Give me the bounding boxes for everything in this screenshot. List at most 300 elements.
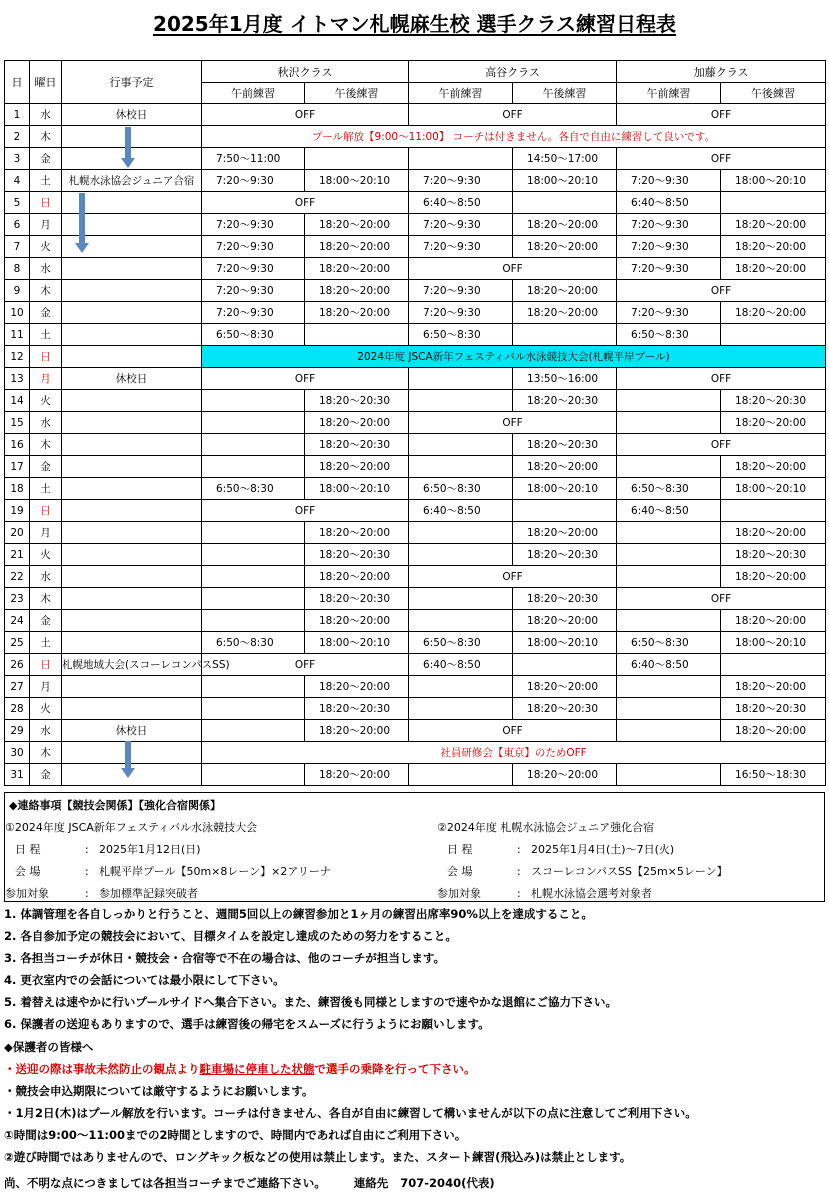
- event-cell: [62, 412, 202, 434]
- day-cell: 29: [5, 720, 30, 742]
- day-cell: 17: [5, 456, 30, 478]
- schedule-row: [5, 346, 826, 368]
- time-cell: 18:20～20:00: [513, 214, 617, 236]
- time-cell: OFF: [617, 434, 826, 456]
- schedule-row: [5, 654, 826, 676]
- time-cell: 18:20～20:00: [721, 566, 826, 588]
- schedule-row: [5, 412, 826, 434]
- time-cell: 18:00～20:10: [721, 478, 826, 500]
- weekday-cell: 水: [30, 258, 62, 280]
- time-cell: OFF: [617, 148, 826, 170]
- weekday-cell: 水: [30, 566, 62, 588]
- schedule-row: [5, 456, 826, 478]
- time-cell: 6:50～8:30: [202, 632, 305, 654]
- schedule-row: [5, 302, 826, 324]
- day-cell: 11: [5, 324, 30, 346]
- time-cell: 6:50～8:30: [202, 478, 305, 500]
- notes-box: [4, 792, 825, 902]
- time-cell: 6:50～8:30: [202, 324, 305, 346]
- time-cell: 18:20～20:30: [305, 390, 409, 412]
- event-date: 2025年1月4日(土)～7日(火): [531, 843, 675, 856]
- time-cell: 6:40～8:50: [409, 192, 513, 214]
- schedule-row: [5, 192, 826, 214]
- time-cell: [721, 654, 826, 676]
- weekday-cell: 水: [30, 104, 62, 126]
- event-venue: 札幌平岸プール【50m×8レーン】×2アリーナ: [99, 865, 331, 878]
- day-cell: 25: [5, 632, 30, 654]
- time-cell: 18:20～20:00: [721, 412, 826, 434]
- weekday-cell: 水: [30, 412, 62, 434]
- time-cell: 6:40～8:50: [617, 500, 721, 522]
- col-dow: 曜日: [30, 61, 62, 104]
- day-cell: 27: [5, 676, 30, 698]
- event-name: ①2024年度 JSCA新年フェスティバル水泳競技大会: [5, 821, 258, 834]
- time-cell: 18:20～20:30: [305, 698, 409, 720]
- event-date: 2025年1月12日(日): [99, 843, 201, 856]
- footer-contact: 尚、不明な点につきましては各担当コーチまでご連絡下さい。 連絡先 707-2040(代表): [4, 1176, 495, 1190]
- time-cell: 18:20～20:30: [513, 390, 617, 412]
- day-cell: 13: [5, 368, 30, 390]
- schedule-row: [5, 236, 826, 258]
- time-cell: 18:20～20:00: [721, 214, 826, 236]
- day-cell: 10: [5, 302, 30, 324]
- time-cell: 18:00～20:10: [513, 632, 617, 654]
- time-cell: [202, 566, 305, 588]
- guardian-item: ①時間は9:00～11:00までの2時間としますので、時間内であれば自由にご利用下さい。: [4, 1127, 467, 1142]
- time-cell: 社員研修会【東京】のためOFF: [202, 742, 826, 764]
- weekday-cell: 火: [30, 236, 62, 258]
- day-cell: 2: [5, 126, 30, 148]
- schedule-row: [5, 104, 826, 126]
- time-cell: 7:20～9:30: [409, 280, 513, 302]
- time-cell: [409, 698, 513, 720]
- event-cell: [62, 258, 202, 280]
- time-cell: 18:20～20:00: [513, 676, 617, 698]
- time-cell: OFF: [409, 258, 617, 280]
- time-cell: 7:20～9:30: [409, 214, 513, 236]
- schedule-row: [5, 170, 826, 192]
- time-cell: 18:00～20:10: [305, 478, 409, 500]
- time-cell: [617, 522, 721, 544]
- time-cell: [202, 412, 305, 434]
- weekday-cell: 土: [30, 478, 62, 500]
- weekday-cell: 土: [30, 324, 62, 346]
- time-cell: [409, 544, 513, 566]
- weekday-cell: 木: [30, 742, 62, 764]
- event-cell: [62, 632, 202, 654]
- time-cell: 6:40～8:50: [617, 192, 721, 214]
- time-cell: 18:20～20:00: [513, 456, 617, 478]
- time-cell: [202, 676, 305, 698]
- schedule-row: [5, 544, 826, 566]
- time-cell: 18:20～20:00: [305, 236, 409, 258]
- time-cell: 18:20～20:00: [305, 258, 409, 280]
- time-cell: 18:20～20:00: [305, 302, 409, 324]
- time-cell: [409, 764, 513, 786]
- time-cell: 13:50～16:00: [513, 368, 617, 390]
- schedule-row: [5, 390, 826, 412]
- class-takaya: 高谷クラス: [409, 61, 617, 83]
- time-cell: OFF: [617, 104, 826, 126]
- event-cell: 休校日: [62, 104, 202, 126]
- schedule-row: [5, 500, 826, 522]
- time-cell: [617, 456, 721, 478]
- time-cell: 18:20～20:00: [305, 522, 409, 544]
- event-cell: [62, 500, 202, 522]
- time-cell: [617, 390, 721, 412]
- time-cell: OFF: [202, 654, 409, 676]
- time-cell: 18:20～20:30: [513, 588, 617, 610]
- schedule-row: [5, 610, 826, 632]
- time-cell: OFF: [202, 500, 409, 522]
- time-cell: 18:20～20:00: [305, 676, 409, 698]
- time-cell: 18:20～20:00: [305, 610, 409, 632]
- time-cell: [409, 456, 513, 478]
- event-venue: スコーレコンパスSS【25m×5レーン】: [531, 865, 728, 878]
- day-cell: 28: [5, 698, 30, 720]
- contact-number: 707-2040(代表): [400, 1176, 495, 1190]
- time-cell: 18:20～20:30: [721, 698, 826, 720]
- time-cell: [305, 324, 409, 346]
- time-cell: 18:20～20:00: [513, 764, 617, 786]
- time-cell: 18:20～20:00: [721, 236, 826, 258]
- weekday-cell: 水: [30, 720, 62, 742]
- time-cell: 18:20～20:00: [721, 522, 826, 544]
- time-cell: 7:20～9:30: [202, 170, 305, 192]
- time-cell: 6:40～8:50: [409, 654, 513, 676]
- time-cell: [513, 192, 617, 214]
- time-cell: [409, 390, 513, 412]
- event-info-1: ①2024年度 JSCA新年フェスティバル水泳競技大会 日 程 : 2025年1月12日(日) 会 場 : 札幌平岸プール【50m×8レーン】×2アリーナ 参加対象 : 参加標準記録突破者: [5, 817, 331, 905]
- weekday-cell: 火: [30, 698, 62, 720]
- time-cell: 18:20～20:00: [305, 720, 409, 742]
- class-akizawa: 秋沢クラス: [202, 61, 409, 83]
- day-cell: 16: [5, 434, 30, 456]
- am-header: 午前練習: [202, 83, 305, 104]
- time-cell: [202, 720, 305, 742]
- col-day: 日: [5, 61, 30, 104]
- rule-item: 3. 各担当コーチが休日・競技会・合宿等で不在の場合は、他のコーチが担当します。: [4, 951, 445, 966]
- event-cell: [62, 346, 202, 368]
- weekday-cell: 日: [30, 346, 62, 368]
- time-cell: 18:20～20:00: [513, 302, 617, 324]
- time-cell: 18:20～20:00: [305, 412, 409, 434]
- rule-item: 6. 保護者の送迎もありますので、選手は練習後の帰宅をスムーズに行うようにお願いします。: [4, 1017, 490, 1032]
- notes-heading: ◆連絡事項【競技会関係】【強化合宿関係】: [9, 799, 221, 812]
- time-cell: [617, 720, 721, 742]
- time-cell: 18:20～20:00: [721, 258, 826, 280]
- weekday-cell: 金: [30, 148, 62, 170]
- time-cell: 7:20～9:30: [617, 258, 721, 280]
- time-cell: 18:00～20:10: [721, 632, 826, 654]
- time-cell: プール解放【9:00～11:00】 コーチは付きません。各自で自由に練習して良いです。: [202, 126, 826, 148]
- day-cell: 22: [5, 566, 30, 588]
- event-cell: [62, 610, 202, 632]
- day-cell: 7: [5, 236, 30, 258]
- event-cell: [62, 324, 202, 346]
- schedule-row: [5, 676, 826, 698]
- time-cell: 6:50～8:30: [409, 478, 513, 500]
- day-cell: 3: [5, 148, 30, 170]
- event-info-2: ②2024年度 札幌水泳協会ジュニア強化合宿 日 程 : 2025年1月4日(土)～7日(火) 会 場 : スコーレコンパスSS【25m×5レーン】 参加対象 : 札幌水泳協会選考対象者: [437, 817, 728, 905]
- weekday-cell: 日: [30, 500, 62, 522]
- time-cell: OFF: [202, 104, 409, 126]
- time-cell: [721, 324, 826, 346]
- time-cell: 18:00～20:10: [305, 632, 409, 654]
- time-cell: 7:20～9:30: [202, 236, 305, 258]
- time-cell: 6:40～8:50: [617, 654, 721, 676]
- weekday-cell: 火: [30, 390, 62, 412]
- time-cell: [202, 544, 305, 566]
- time-cell: 18:20～20:30: [513, 434, 617, 456]
- event-cell: [62, 390, 202, 412]
- time-cell: 6:50～8:30: [617, 478, 721, 500]
- day-cell: 23: [5, 588, 30, 610]
- time-cell: 18:20～20:00: [305, 280, 409, 302]
- time-cell: 6:50～8:30: [617, 632, 721, 654]
- event-cell: [62, 456, 202, 478]
- time-cell: 7:50～11:00: [202, 148, 305, 170]
- pm-header: 午後練習: [513, 83, 617, 104]
- event-cell: [62, 280, 202, 302]
- weekday-cell: 木: [30, 434, 62, 456]
- time-cell: [409, 610, 513, 632]
- time-cell: OFF: [202, 192, 409, 214]
- day-cell: 5: [5, 192, 30, 214]
- guardian-item: ②遊び時間ではありませんので、ロングキック板などの使用は禁止します。また、スタート練習(飛込み)は禁止とします。: [4, 1150, 632, 1165]
- time-cell: [305, 148, 409, 170]
- weekday-cell: 土: [30, 632, 62, 654]
- day-cell: 30: [5, 742, 30, 764]
- time-cell: [721, 500, 826, 522]
- page-title: 2025年1月度 イトマン札幌麻生校 選手クラス練習日程表: [153, 12, 676, 36]
- day-cell: 6: [5, 214, 30, 236]
- day-cell: 26: [5, 654, 30, 676]
- time-cell: 18:20～20:00: [513, 522, 617, 544]
- time-cell: 18:00～20:10: [513, 478, 617, 500]
- time-cell: 7:20～9:30: [409, 302, 513, 324]
- weekday-cell: 月: [30, 214, 62, 236]
- weekday-cell: 金: [30, 764, 62, 786]
- time-cell: 18:20～20:00: [305, 764, 409, 786]
- time-cell: 18:20～20:00: [305, 566, 409, 588]
- day-cell: 1: [5, 104, 30, 126]
- guardian-warning: ・送迎の際は事故未然防止の観点より駐車場に停車した状態で選手の乗降を行って下さい。: [4, 1061, 476, 1076]
- event-cell: 札幌水泳協会ジュニア合宿: [62, 170, 202, 192]
- time-cell: [617, 698, 721, 720]
- schedule-row: [5, 258, 826, 280]
- event-cell: [62, 478, 202, 500]
- time-cell: [617, 676, 721, 698]
- time-cell: 18:00～20:10: [305, 170, 409, 192]
- time-cell: 18:20～20:00: [721, 302, 826, 324]
- schedule-row: [5, 324, 826, 346]
- time-cell: 18:20～20:00: [721, 720, 826, 742]
- schedule-row: [5, 434, 826, 456]
- weekday-cell: 月: [30, 368, 62, 390]
- event-cell: [62, 698, 202, 720]
- guardian-item: ・競技会申込期限については厳守するようにお願いします。: [4, 1083, 314, 1098]
- weekday-cell: 金: [30, 456, 62, 478]
- time-cell: [202, 764, 305, 786]
- time-cell: OFF: [617, 588, 826, 610]
- time-cell: 18:20～20:00: [513, 610, 617, 632]
- time-cell: OFF: [409, 412, 617, 434]
- time-cell: OFF: [617, 368, 826, 390]
- event-cell: [62, 566, 202, 588]
- time-cell: 7:20～9:30: [409, 170, 513, 192]
- time-cell: [202, 698, 305, 720]
- time-cell: 18:00～20:10: [721, 170, 826, 192]
- event-target: 札幌水泳協会選考対象者: [531, 887, 652, 900]
- day-cell: 21: [5, 544, 30, 566]
- time-cell: [409, 588, 513, 610]
- day-cell: 20: [5, 522, 30, 544]
- rule-item: 2. 各自参加予定の競技会において、目標タイムを設定し達成のための努力をすること。: [4, 929, 457, 944]
- time-cell: [513, 324, 617, 346]
- event-cell: 札幌地域大会(スコーレコンパスSS): [62, 654, 202, 676]
- event-cell: [62, 544, 202, 566]
- day-cell: 18: [5, 478, 30, 500]
- time-cell: 7:20～9:30: [202, 214, 305, 236]
- weekday-cell: 日: [30, 654, 62, 676]
- event-cell: [62, 676, 202, 698]
- day-cell: 9: [5, 280, 30, 302]
- time-cell: 7:20～9:30: [617, 302, 721, 324]
- guardian-heading: ◆保護者の皆様へ: [4, 1039, 94, 1054]
- schedule-row: [5, 280, 826, 302]
- time-cell: 7:20～9:30: [202, 280, 305, 302]
- event-name: ②2024年度 札幌水泳協会ジュニア強化合宿: [437, 821, 655, 834]
- time-cell: 14:50～17:00: [513, 148, 617, 170]
- time-cell: 18:20～20:30: [305, 434, 409, 456]
- day-cell: 12: [5, 346, 30, 368]
- time-cell: 7:20～9:30: [617, 236, 721, 258]
- day-cell: 14: [5, 390, 30, 412]
- time-cell: 7:20～9:30: [617, 170, 721, 192]
- time-cell: OFF: [409, 566, 617, 588]
- time-cell: [409, 368, 513, 390]
- time-cell: 7:20～9:30: [617, 214, 721, 236]
- event-cell: [62, 742, 202, 764]
- day-cell: 24: [5, 610, 30, 632]
- event-cell: 休校日: [62, 368, 202, 390]
- time-cell: [617, 764, 721, 786]
- time-cell: 18:20～20:00: [721, 610, 826, 632]
- schedule-row: [5, 566, 826, 588]
- col-event: 行事予定: [62, 61, 202, 104]
- event-cell: 休校日: [62, 720, 202, 742]
- schedule-row: [5, 214, 826, 236]
- time-cell: [202, 610, 305, 632]
- schedule-row: [5, 698, 826, 720]
- schedule-row: [5, 720, 826, 742]
- rule-item: 1. 体調管理を各自しっかりと行うこと、週間5回以上の練習参加と1ヶ月の練習出席率90%以上を達成すること。: [4, 907, 593, 921]
- weekday-cell: 木: [30, 126, 62, 148]
- time-cell: 2024年度 JSCA新年フェスティバル水泳競技大会(札幌平岸プール): [202, 346, 826, 368]
- guardian-item: ・1月2日(木)はプール解放を行います。コーチは付きません、各自が自由に練習して構いませんが以下の点に注意してご利用下さい。: [4, 1105, 697, 1120]
- time-cell: 18:20～20:30: [513, 544, 617, 566]
- day-cell: 15: [5, 412, 30, 434]
- event-target: 参加標準記録突破者: [99, 887, 198, 900]
- time-cell: 18:20～20:00: [305, 456, 409, 478]
- schedule-row: [5, 588, 826, 610]
- weekday-cell: 日: [30, 192, 62, 214]
- time-cell: 18:20～20:30: [513, 698, 617, 720]
- rule-item: 4. 更衣室内での会話については最小限にして下さい。: [4, 973, 285, 988]
- time-cell: [617, 566, 721, 588]
- time-cell: 18:20～20:00: [513, 236, 617, 258]
- time-cell: 7:20～9:30: [202, 302, 305, 324]
- weekday-cell: 金: [30, 302, 62, 324]
- time-cell: 7:20～9:30: [202, 258, 305, 280]
- time-cell: [202, 434, 305, 456]
- weekday-cell: 金: [30, 610, 62, 632]
- am-header: 午前練習: [617, 83, 721, 104]
- time-cell: [202, 522, 305, 544]
- event-cell: [62, 588, 202, 610]
- day-cell: 8: [5, 258, 30, 280]
- time-cell: 18:20～20:00: [513, 280, 617, 302]
- event-cell: [62, 434, 202, 456]
- time-cell: OFF: [409, 720, 617, 742]
- time-cell: 18:20～20:30: [305, 588, 409, 610]
- weekday-cell: 火: [30, 544, 62, 566]
- am-header: 午前練習: [409, 83, 513, 104]
- time-cell: OFF: [202, 368, 409, 390]
- time-cell: OFF: [617, 280, 826, 302]
- time-cell: [513, 654, 617, 676]
- time-cell: 18:20～20:30: [721, 544, 826, 566]
- schedule-row: [5, 368, 826, 390]
- time-cell: 18:20～20:30: [721, 390, 826, 412]
- time-cell: [513, 500, 617, 522]
- weekday-cell: 土: [30, 170, 62, 192]
- time-cell: 6:40～8:50: [409, 500, 513, 522]
- event-cell: [62, 126, 202, 148]
- schedule-row: [5, 632, 826, 654]
- weekday-cell: 月: [30, 676, 62, 698]
- time-cell: [202, 390, 305, 412]
- event-cell: [62, 302, 202, 324]
- time-cell: [202, 456, 305, 478]
- pm-header: 午後練習: [305, 83, 409, 104]
- time-cell: [617, 544, 721, 566]
- time-cell: 18:20～20:00: [721, 676, 826, 698]
- time-cell: [409, 522, 513, 544]
- pm-header: 午後練習: [721, 83, 826, 104]
- time-cell: 6:50～8:30: [409, 324, 513, 346]
- time-cell: 7:20～9:30: [409, 236, 513, 258]
- time-cell: 18:20～20:30: [305, 544, 409, 566]
- day-cell: 19: [5, 500, 30, 522]
- time-cell: [617, 412, 721, 434]
- weekday-cell: 木: [30, 280, 62, 302]
- schedule-row: [5, 522, 826, 544]
- day-cell: 4: [5, 170, 30, 192]
- time-cell: 18:20～20:00: [305, 214, 409, 236]
- class-kato: 加藤クラス: [617, 61, 826, 83]
- weekday-cell: 木: [30, 588, 62, 610]
- time-cell: [721, 192, 826, 214]
- time-cell: OFF: [409, 104, 617, 126]
- time-cell: 6:50～8:30: [409, 632, 513, 654]
- time-cell: [409, 676, 513, 698]
- time-cell: [617, 610, 721, 632]
- schedule-table: [4, 60, 826, 786]
- time-cell: [202, 588, 305, 610]
- weekday-cell: 月: [30, 522, 62, 544]
